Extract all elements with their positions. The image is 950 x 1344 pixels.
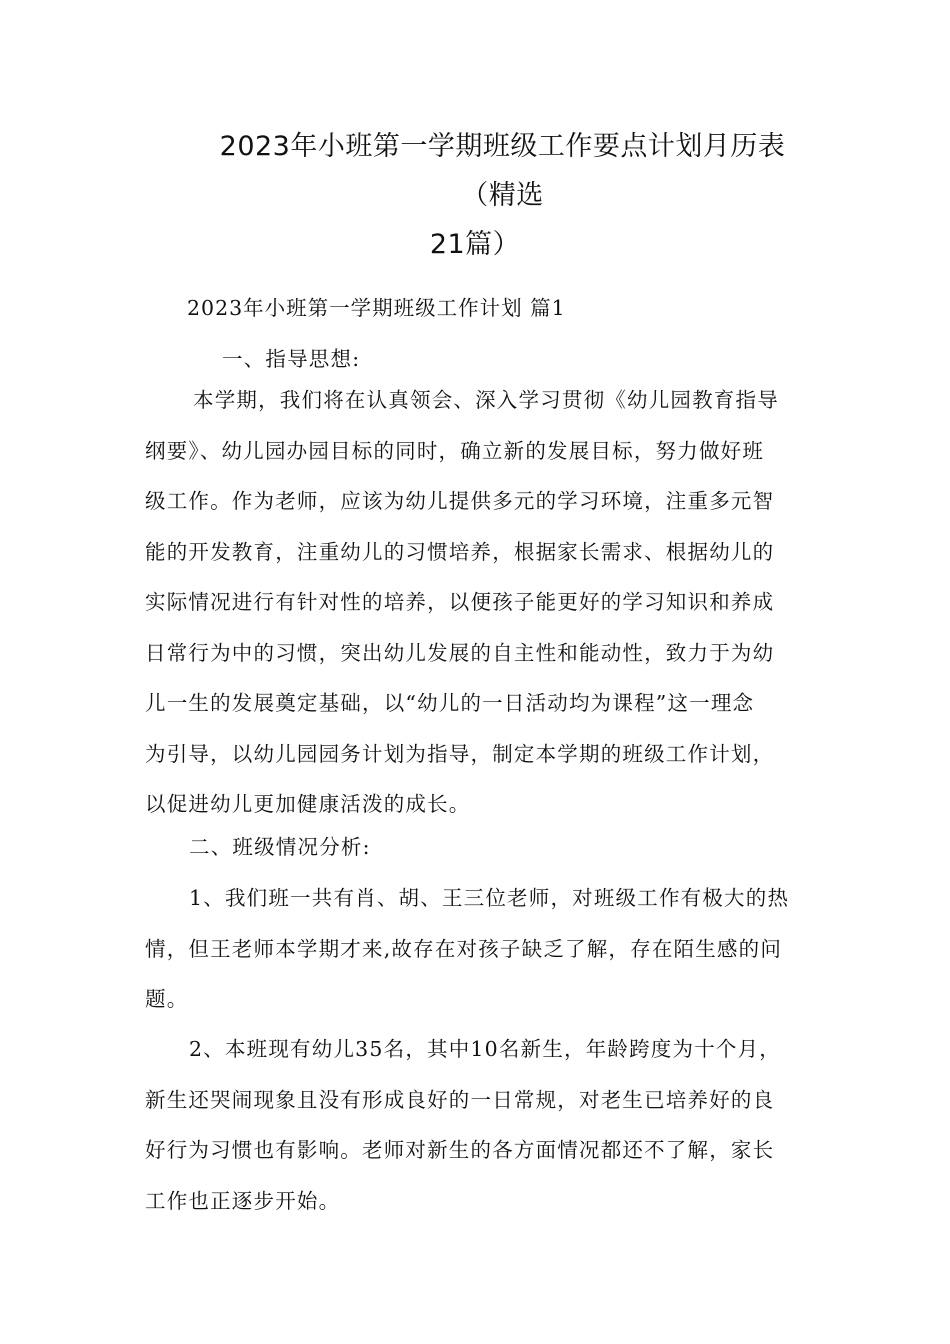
paragraph-line: 2、本班现有幼儿35名，其中10名新生，年龄跨度为十个月， bbox=[189, 1037, 782, 1061]
paragraph-line: 实际情况进行有针对性的培养，以便孩子能更好的学习知识和养成 bbox=[145, 590, 775, 614]
paragraph-line: 情，但王老师本学期才来,故存在对孩子缺乏了解，存在陌生感的问 bbox=[145, 936, 783, 961]
article-subtitle: 2023年小班第一学期班级工作计划 篇1 bbox=[187, 296, 566, 320]
paragraph-line: 工作也正逐步开始。 bbox=[145, 1188, 341, 1213]
paragraph-line: 题。 bbox=[145, 987, 189, 1011]
section-heading-class-analysis: 二、班级情况分析: bbox=[189, 835, 371, 859]
paragraph-line: 新生还哭闹现象且没有形成良好的一日常规，对老生已培养好的良 bbox=[145, 1087, 775, 1112]
paragraph-line: 好行为习惯也有影响。老师对新生的各方面情况都还不了解，家长 bbox=[145, 1138, 775, 1162]
title-line-2: 21篇） bbox=[429, 229, 521, 260]
title-line-1: 2023年小班第一学期班级工作要点计划月历表（精选 bbox=[219, 131, 786, 211]
section-heading-guiding-ideology: 一、指导思想: bbox=[222, 347, 361, 371]
paragraph-line: 1、我们班一共有肖、胡、王三位老师，对班级工作有极大的热 bbox=[189, 886, 790, 910]
paragraph-line: 纲要》、幼儿园办园目标的同时，确立新的发展目标，努力做好班 bbox=[145, 438, 765, 463]
paragraph-children bbox=[145, 1024, 810, 1226]
document-title bbox=[145, 122, 805, 269]
paragraph-line: 儿一生的发展奠定基础，以“幼儿的一日活动均为课程”这一理念 bbox=[145, 691, 755, 715]
paragraph-line: 日常行为中的习惯，突出幼儿发展的自主性和能动性，致力于为幼 bbox=[145, 640, 775, 665]
paragraph-teachers bbox=[145, 873, 810, 1025]
paragraph-line: 为引导，以幼儿园园务计划为指导，制定本学期的班级工作计划， bbox=[145, 741, 775, 766]
paragraph-line: 级工作。作为老师，应该为幼儿提供多元的学习环境，注重多元智 bbox=[145, 489, 775, 513]
paragraph-line: 能的开发教育，注重幼儿的习惯培养，根据家长需求、根据幼儿的 bbox=[145, 539, 775, 564]
paragraph-guiding-ideology bbox=[145, 375, 810, 830]
paragraph-line: 本学期，我们将在认真领会、深入学习贯彻《幼儿园教育指导 bbox=[193, 388, 779, 412]
paragraph-line: 以促进幼儿更加健康活泼的成长。 bbox=[145, 792, 471, 816]
